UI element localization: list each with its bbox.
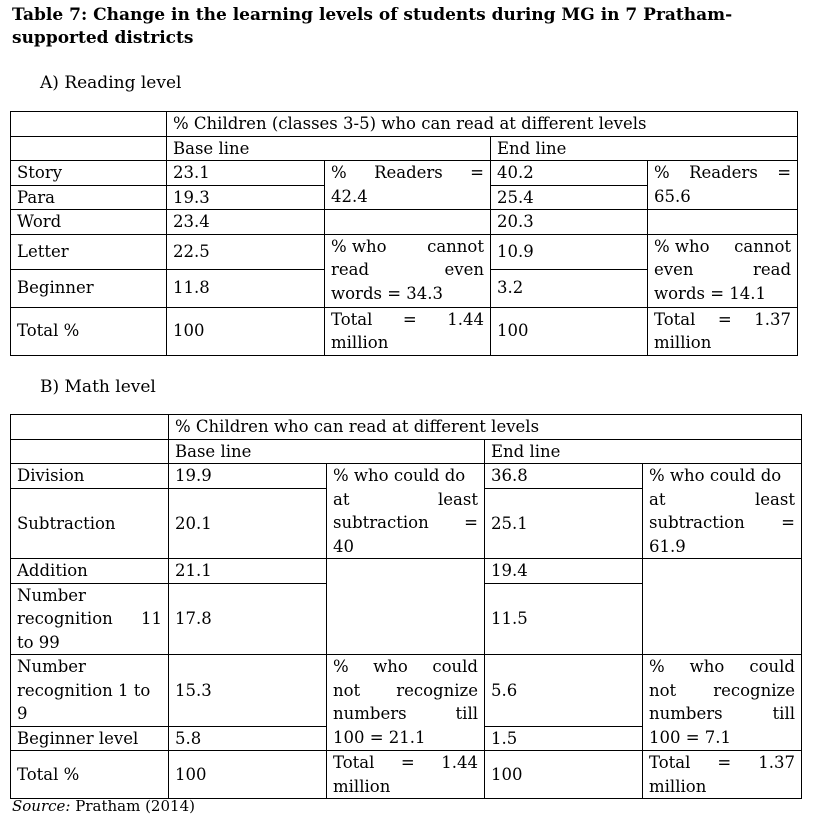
row-label-beginner: Beginner xyxy=(11,269,167,307)
math-endline-header: End line xyxy=(485,439,802,464)
numrec9-base-value: 15.3 xyxy=(169,655,327,727)
story-end-value: 40.2 xyxy=(491,161,648,186)
letter-end-value: 10.9 xyxy=(491,234,648,269)
row-label-story: Story xyxy=(11,161,167,186)
row-label-addition: Addition xyxy=(11,559,169,584)
beginner-end-value: 3.2 xyxy=(491,269,648,307)
source-text: Pratham (2014) xyxy=(70,797,195,815)
reading-section-label: A) Reading level xyxy=(40,73,182,93)
reading-table xyxy=(10,111,798,356)
word-base-empty xyxy=(325,210,491,235)
numrec99-end-value: 11.5 xyxy=(485,583,643,655)
division-end-value: 36.8 xyxy=(485,464,643,489)
table-title: Table 7: Change in the learning levels of students during MG in 7 Pratham-supported districts xyxy=(12,5,733,48)
row-label-math-total: Total % xyxy=(11,751,169,799)
base-subtraction-note: % who could do at least subtraction = 40 xyxy=(327,464,485,559)
base-addition-empty xyxy=(327,559,485,655)
division-base-value: 19.9 xyxy=(169,464,327,489)
math-section-label: B) Math level xyxy=(40,377,156,397)
math-beginner-base-value: 5.8 xyxy=(169,726,327,751)
math-table xyxy=(10,414,802,799)
row-label-total: Total % xyxy=(11,307,167,355)
row-label-number-recognition-11-99: Number recognition 11 to 99 xyxy=(11,583,169,655)
reading-corner-cell xyxy=(11,112,167,137)
source-note xyxy=(12,796,195,816)
row-label-letter: Letter xyxy=(11,234,167,269)
row-label-beginner-level: Beginner level xyxy=(11,726,169,751)
addition-end-value: 19.4 xyxy=(485,559,643,584)
word-base-value: 23.4 xyxy=(167,210,325,235)
math-corner-cell xyxy=(11,415,169,440)
math-beginner-end-value: 1.5 xyxy=(485,726,643,751)
end-cannot-read-note: % who cannot even read words = 14.1 xyxy=(648,234,798,307)
math-end-total-note: Total = 1.37 million xyxy=(643,751,802,799)
total-base-value: 100 xyxy=(167,307,325,355)
beginner-base-value: 11.8 xyxy=(167,269,325,307)
math-total-end-value: 100 xyxy=(485,751,643,799)
row-label-subtraction: Subtraction xyxy=(11,488,169,558)
word-end-empty xyxy=(648,210,798,235)
para-end-value: 25.4 xyxy=(491,185,648,210)
row-label-para: Para xyxy=(11,185,167,210)
subtraction-end-value: 25.1 xyxy=(485,488,643,558)
letter-base-value: 22.5 xyxy=(167,234,325,269)
base-readers-note: % Readers = 42.4 xyxy=(325,161,491,210)
math-total-base-value: 100 xyxy=(169,751,327,799)
source-label: Source: xyxy=(12,797,71,815)
math-base-total-note: Total = 1.44 million xyxy=(327,751,485,799)
end-total-note: Total = 1.37 million xyxy=(648,307,798,355)
numrec99-base-value: 17.8 xyxy=(169,583,327,655)
base-number-recognition-note: % who could not recognize numbers till 100 = 21.1 xyxy=(327,655,485,751)
math-corner-cell xyxy=(11,439,169,464)
reading-baseline-header: Base line xyxy=(167,136,491,161)
reading-corner-cell xyxy=(11,136,167,161)
addition-base-value: 21.1 xyxy=(169,559,327,584)
row-label-word: Word xyxy=(11,210,167,235)
subtraction-base-value: 20.1 xyxy=(169,488,327,558)
math-header: % Children who can read at different levels xyxy=(169,415,802,440)
end-subtraction-note: % who could do at least subtraction = 61.9 xyxy=(643,464,802,559)
end-number-recognition-note: % who could not recognize numbers till 100 = 7.1 xyxy=(643,655,802,751)
row-label-division: Division xyxy=(11,464,169,489)
math-baseline-header: Base line xyxy=(169,439,485,464)
story-base-value: 23.1 xyxy=(167,161,325,186)
numrec9-end-value: 5.6 xyxy=(485,655,643,727)
word-end-value: 20.3 xyxy=(491,210,648,235)
base-cannot-read-note: % who cannot read even words = 34.3 xyxy=(325,234,491,307)
reading-endline-header: End line xyxy=(491,136,798,161)
end-readers-note: % Readers = 65.6 xyxy=(648,161,798,210)
para-base-value: 19.3 xyxy=(167,185,325,210)
reading-header: % Children (classes 3-5) who can read at different levels xyxy=(167,112,798,137)
base-total-note: Total = 1.44 million xyxy=(325,307,491,355)
total-end-value: 100 xyxy=(491,307,648,355)
row-label-number-recognition-1-9: Number recognition 1 to 9 xyxy=(11,655,169,727)
end-addition-empty xyxy=(643,559,802,655)
